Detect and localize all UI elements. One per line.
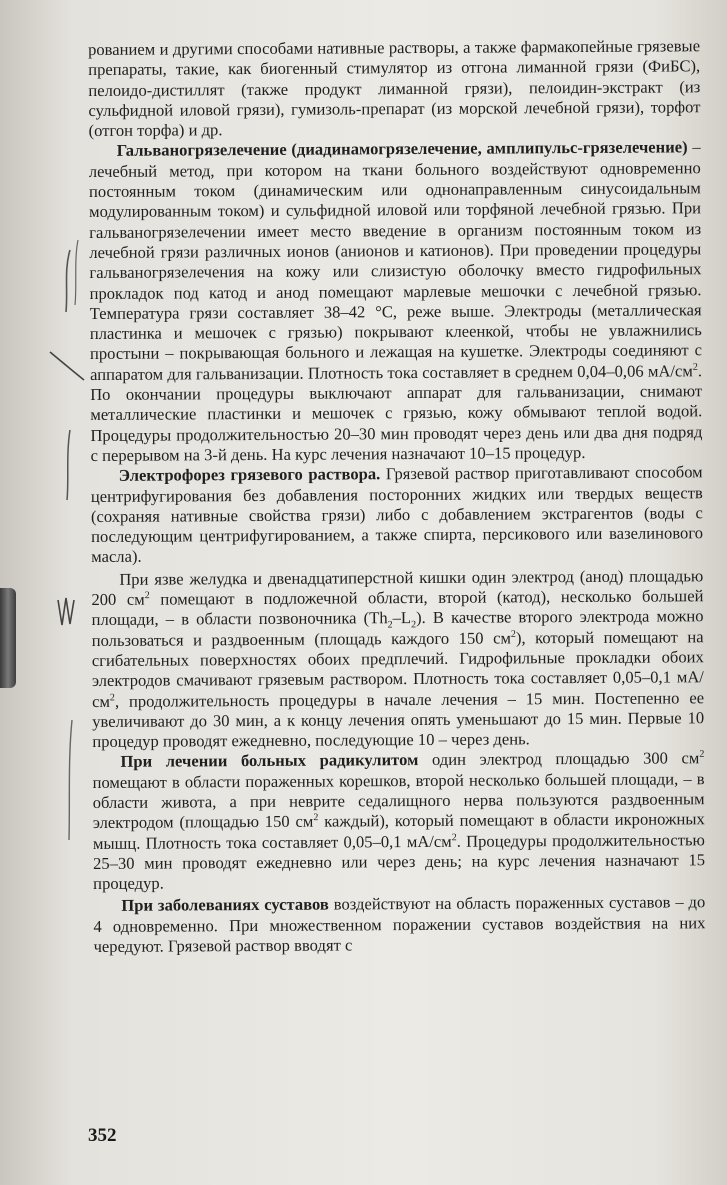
paragraph-1: рованием и другими способами нативные растворы, а также фармакопейные грязевые препараты, такие, как биогенный стимулятор из отгона лиманной грязи (ФиБС), пелоидо-дистиллят (также продукт лиманной грязи), пелоидин-экстракт (из сульфидной иловой грязи), гумизоль-препарат (из морской лечебной грязи), торфот (отгон торфа) и др. [88,36,701,141]
paragraph-electrophoresis: Электрофорез грязевого раствора. Грязевой раствор приготавливают способом центрифугирования без добавления посторонних жидких или твердых веществ (сохраняя нативные свойства грязи) либо с добавлением экстрагентов (воды с последующим центрифугированием, а также спирта, персикового или вазелинового масла). [90,462,704,567]
paragraph-joints: При заболеваниях суставов воздействуют на область пораженных суставов – до 4 одновременно. При множественном поражении суставов воздействия на них чередуют. Грязевой раствор вводят с [93,892,706,957]
paragraph-ulcer: При язве желудка и двенадцатиперстной кишки один электрод (анод) площадью 200 $см^2$ помещают в подложечной области, второй (катод), несколько большей площади, – в области позвоночника $(Th_2-L_2)$. В качестве второго электрода можно пользоваться и раздвоенным (площадь каждого 150 $см^2$), который помещают на сгибательных поверхностях обоих предплечий. Гидрофильные прокладки обоих электродов смачивают грязевым раствором. Плотность тока составляет 0,05–0,1 $мА/см^2$, продолжительность процедуры в начале лечения – 15 мин. Постепенно ее увеличивают до 30 мин, а к концу лечения опять уменьшают до 15 мин. Первые 10 процедур проводят ежедневно, последующие 10 – через день. [91,565,705,752]
page-body-text [88,36,706,957]
paragraph-galvanomud: Гальваногрязелечение (диадинамогрязелечение, амплипульс-грязелечение) – лечебный метод, при котором на ткани больного воздействуют одновременно постоянным током (динамическим или однонаправленным синусоидальным модулированным током) и сульфидной иловой или торфяной лечебной грязью. При гальваногрязелечении имеет место введение в организм постоянным током из лечебной грязи различных ионов (анионов и катионов). При проведении процедуры гальваногрязелечения на кожу или слизистую оболочку вместо гидрофильных прокладок под катод и анод помещают марлевые мешочки с лечебной грязью. Температура грязи составляет 38–42 °С, реже выше. Электроды (металлическая пластинка и мешочек с грязью) покрывают клеенкой, чтобы не увлажнились простыни – покрывающая больного и лежащая на кушетке. Электроды соединяют с аппаратом для гальванизации. Плотность тока составляет в среднем 0,04–0,06 $мА/см^2$. По окончании процедуры выключают аппарат для гальванизации, снимают металлические пластинки и мешочек с грязью, кожу обмывают теплой водой. Процедуры продолжительностью 20–30 мин проводят через день или два дня подряд с перерывом на 3-й день. На курс лечения назначают 10–15 процедур. [88,137,703,465]
page-number: 352 [88,1125,117,1146]
paragraph-radiculitis: При лечении больных радикулитом один электрод площадью 300 $см^2$ помещают в области пораженных корешков, второй несколько большей площади, – в области живота, а при неврите седалищного нерва пользуются раздвоенным электродом (площадью 150 $см^2$ каждый), который помещают в области икроножных мышц. Плотность тока составляет 0,05–0,1 $мА/см^2$. Процедуры продолжительностью 25–30 мин проводят ежедневно или через день; на курс лечения назначают 15 процедур. [92,748,706,894]
